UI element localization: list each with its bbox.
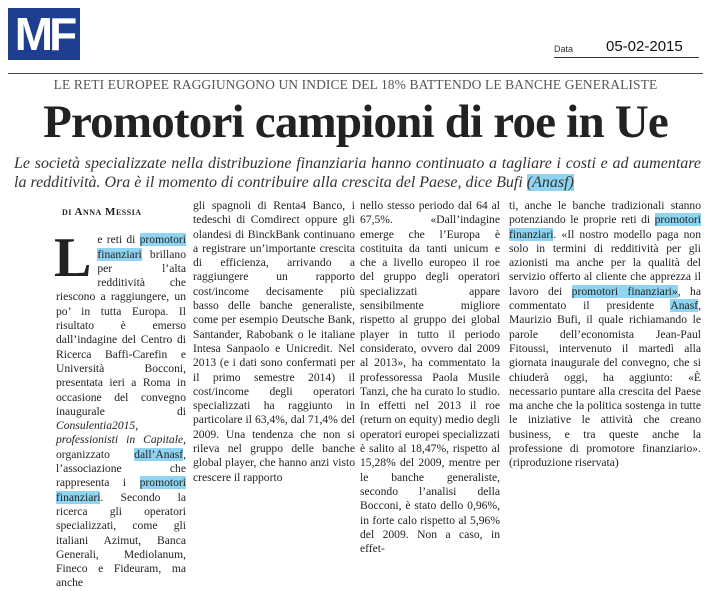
date-underline xyxy=(554,57,699,58)
highlight: dall’Anasf xyxy=(134,447,184,461)
text-span: . «Il nostro modello paga non solo in termini di redditività per gli azionisti ma anche per la qualità del servizio offerto al cliente che apprezza il lavoro dei xyxy=(509,227,701,298)
text-span: . Secondo la ricerca gli operatori specializzati, come gli italiani Azimut, Banca Generali, Mediolanum, Fineco e Fideuram, ma anche xyxy=(56,490,186,590)
standfirst-text: Le società specializzate nella distribuzione finanziaria hanno continuato a tagliare i costi e ad aumentare la redditività. Ora è il momento di contribuire alla crescita del Paese, dice Bufi xyxy=(14,155,701,191)
standfirst-highlight: (Anasf) xyxy=(526,174,574,191)
article-column-3 xyxy=(360,199,500,556)
date-label: Data xyxy=(554,44,574,54)
text-span: brillano per l’alta redditività che riescono a raggiungere, un po’ in tutta Europa. Il risultato è emerso dall’indagine del Centro di Ricerca Baffi-Carefin e Università Bocconi, presentata ieri a Roma in occasione del convegno inaugurale di xyxy=(56,247,186,418)
byline: di Anna Messia xyxy=(62,206,142,218)
column-1-text xyxy=(54,227,186,590)
logo-text: MF xyxy=(14,8,74,60)
drop-cap: L xyxy=(54,227,92,290)
highlight: Anasf xyxy=(670,299,699,313)
text-span: , organizzato xyxy=(56,433,186,461)
headline: Promotori campioni di roe in Ue xyxy=(43,96,668,148)
article-column-1 xyxy=(54,205,186,590)
article-column-2 xyxy=(193,199,355,484)
text-span: ti, anche le banche tradizionali stanno potenziando le proprie reti di xyxy=(509,199,701,227)
date-value: 05-02-2015 xyxy=(606,38,683,55)
text-span: , l’associazione che rappresenta i xyxy=(56,447,186,490)
italic-event-name: Consulentia2015, professionisti in Capitale xyxy=(56,419,184,447)
column-4-text xyxy=(509,199,701,471)
column-2-text: gli spagnoli di Renta4 Banco, i tedeschi di Comdirect oppure gli olandesi di BinckBank continuano a registrare un’importante crescita di efficienza, arrivando a raggiungere un rapporto cost/income decisamente più basso delle banche generaliste, come per esempio Deutsche Bank, Santander, Rabobank o le italiane Intesa Sanpaolo e Unicredit. Nel 2013 (e i dati sono confermati per il primo semestre 2014) il cost/income degli operatori specializzati ha raggiunto in particolare il 63,4%, dal 71,4% del 2009. Una tendenza che non si rileva nel gruppo delle banche global player, che hanno anzi visto crescere il rapporto xyxy=(193,199,355,484)
highlight: promotori finanziari xyxy=(56,476,186,504)
text-span: e reti di xyxy=(97,233,140,247)
highlight: promotori finanziari xyxy=(97,233,186,261)
highlight: promotori finanziari xyxy=(509,213,701,241)
mf-logo xyxy=(8,8,80,60)
column-3-text: nello stesso periodo dal 64 al 67,5%. «Dall’indagine emerge che l’Europa è costituita da tanti unicum e che a livello europeo il roe del gruppo degli operatori specializzati appare sensibilmente migliore rispetto al gruppo dei global player in tutto il periodo considerato, ovvero dal 2009 al 2013», ha commentato la professoressa Paola Musile Tanzi, che ha curato lo studio. In effetti nel 2013 il roe (return on equity) medio degli operatori europei specializzati è salito al 18,47%, rispetto al 15,28% del 2009, mentre per le banche generaliste, secondo l’analisi della Bocconi, è stato dello 0,96%, in forte calo rispetto al 5,96% del 2009. Non a caso, in effet- xyxy=(360,199,500,556)
text-span: , ha commentato il presidente xyxy=(509,284,701,313)
article-column-4 xyxy=(509,199,701,471)
text-span: , Maurizio Bufi, il quale richiamando le parole dell’economista Jean-Paul Fitoussi, intervenuto il martedì alla giornata inaugurale del convegno, che si chiuderà oggi, ha aggiunto: «È necessario puntare alla crescita del Paese ma anche che la politica sostenga in tutte le iniziative le attività che creano business, e tra queste anche la professione di promotore finanziario». (riproduzione riservata) xyxy=(509,299,701,470)
header-rule xyxy=(8,73,703,74)
kicker: LE RETI EUROPEE RAGGIUNGONO UN INDICE DEL 18% BATTENDO LE BANCHE GENERALISTE xyxy=(53,77,658,92)
highlight: promotori finanziari» xyxy=(571,284,678,298)
standfirst xyxy=(14,154,701,192)
